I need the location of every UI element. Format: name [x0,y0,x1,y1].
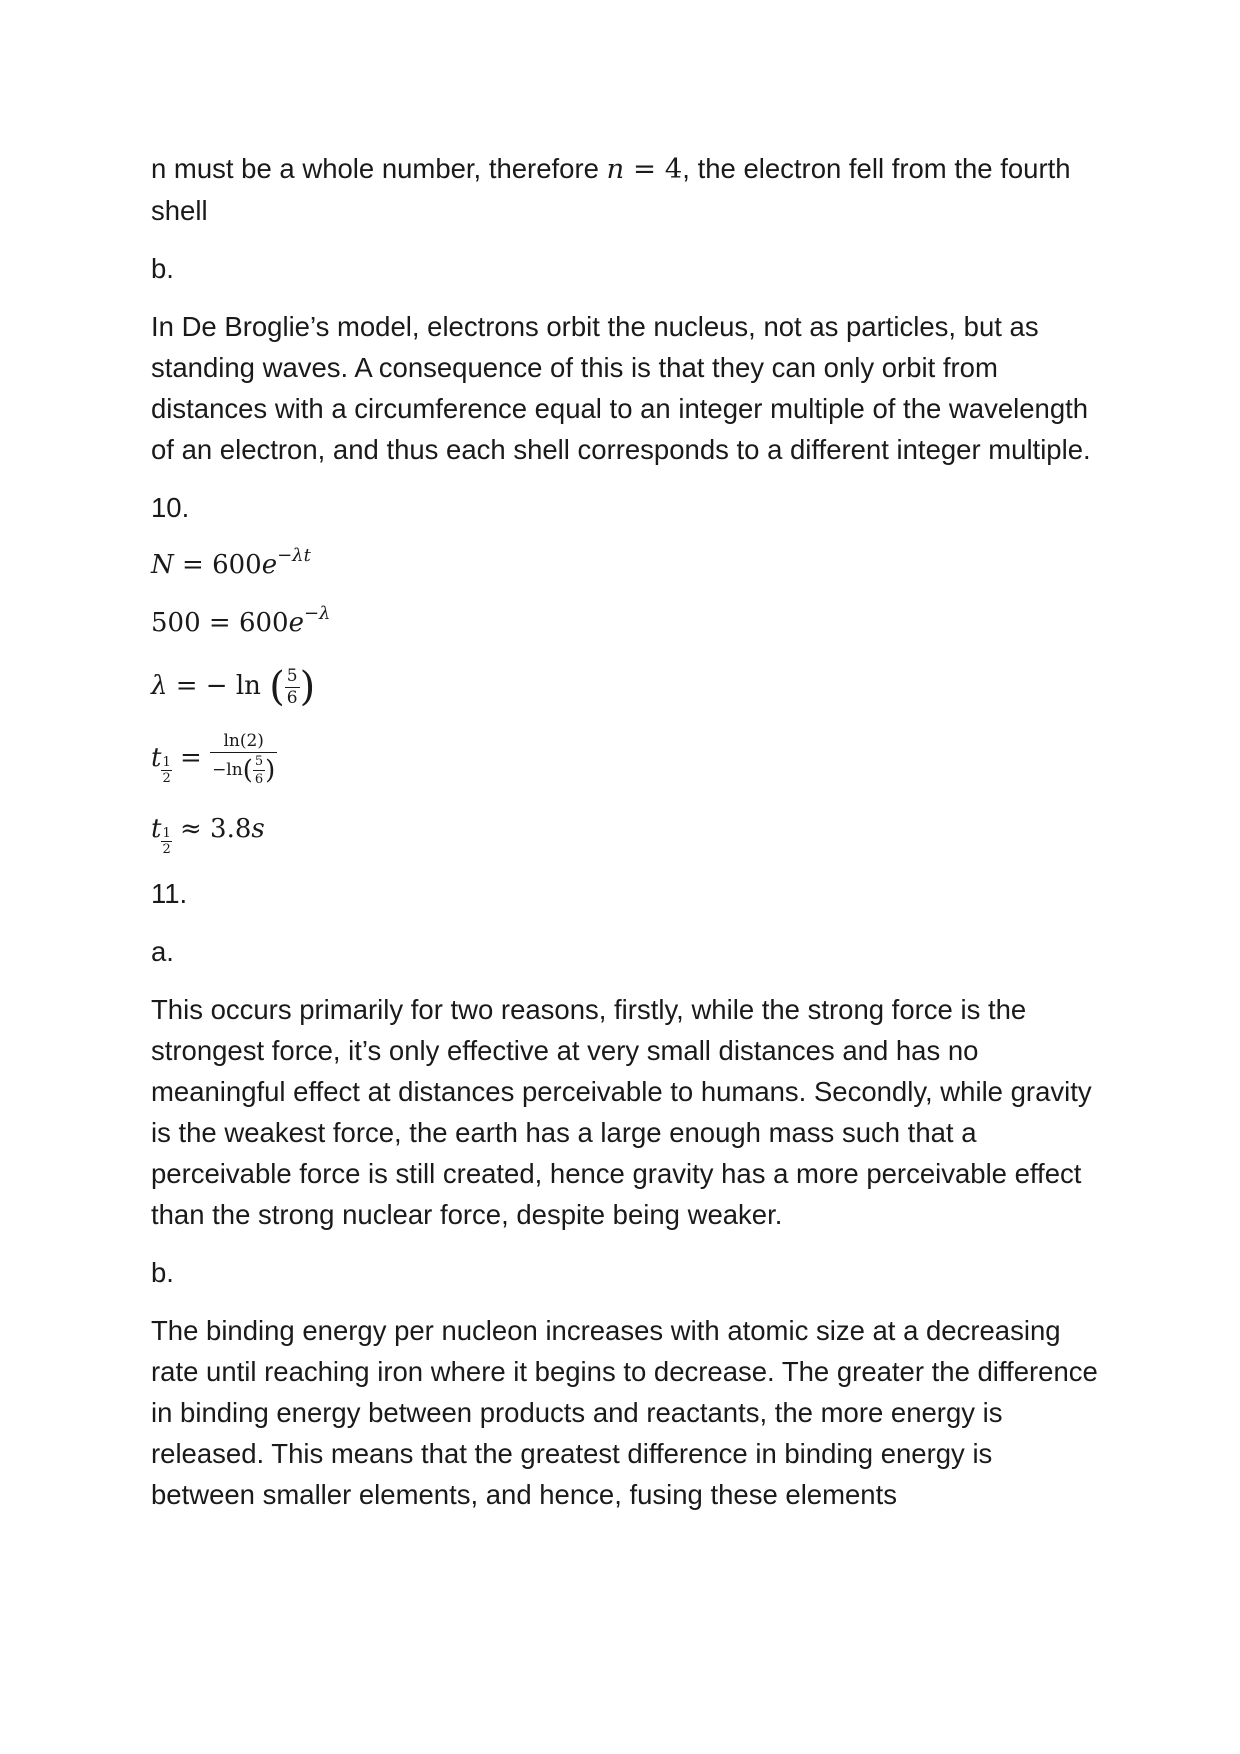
eq3-denominator: 6 [286,687,298,708]
eq5-sub-den: 2 [162,842,171,857]
eq1-exponent: −λt [277,545,311,566]
eq2-e: e [288,608,304,638]
eq4-den-fraction [253,755,265,786]
question-11-label: 11. [151,878,188,909]
eq4-subscript-half [161,756,171,785]
eq3-open-paren: ( [269,664,285,710]
eq1-e: e [261,550,278,580]
eq4-den-den: 6 [254,771,264,787]
eq4-den-open-paren: ( [242,755,253,785]
eq4-fraction [210,730,277,787]
eq5-approx: ≈ 3.8 [171,814,252,844]
equation-half-life-result [151,805,1101,856]
equation-lambda [151,661,1101,711]
eq5-sub-num: 1 [162,826,171,841]
document-content [151,148,1101,1515]
eq1-mid: = 600 [173,550,262,580]
eq2-exponent: −λ [303,603,331,624]
shell-conclusion-pre: n must be a whole number, therefore [151,153,607,184]
eq4-t: t [151,743,162,773]
eq1-lhs: N [151,550,174,580]
eq3-mid: = − ln [167,671,261,701]
eq4-equals: = [171,743,211,773]
eq3-fraction [285,665,300,708]
n-variable: n [606,153,625,185]
question-10-label: 10. [151,492,190,523]
eq5-subscript-half [161,827,171,856]
eq3-lambda: λ [151,671,168,701]
eq4-sub-den: 2 [162,771,171,786]
label-b-first: b. [151,253,174,284]
equation-half-life-formula [151,728,1101,788]
eq4-den-ln: −ln [212,759,243,780]
paragraph-forces: This occurs primarily for two reasons, firstly, while the strong force is the strongest force, it’s only effective at very small distances and has no meaningful effect at distances perceivable to humans. Secondly, while gravity is the weakest force, the earth has a large enough mass such that a perceivable force is still created, hence gravity has a more perceivable effect than the strong nuclear force, despite being weaker. [151,994,1092,1230]
eq5-t: t [151,814,162,844]
eq2-lhs: 500 = 600 [151,608,289,638]
shell-conclusion [151,148,1101,231]
eq3-close-paren: ) [299,664,316,710]
equation-substitution [151,603,1101,644]
eq4-den-num: 5 [254,753,264,769]
eq5-unit: s [251,814,265,844]
n-equals-value: = 4 [624,153,683,185]
eq4-sub-num: 1 [162,755,171,770]
paragraph-binding-energy: The binding energy per nucleon increases with atomic size at a decreasing rate until reaching iron where it begins to decrease. The greater the difference in binding energy between products and reactants, the more energy is released. This means that the greatest difference in binding energy is between smaller elements, and hence, fusing these elements [151,1315,1098,1510]
eq4-den-close-paren: ) [265,755,276,785]
label-b-second: b. [151,1257,174,1288]
shell-conclusion-post: , the electron fell from the fourth shell [151,153,1071,226]
paragraph-de-broglie: In De Broglie’s model, electrons orbit the nucleus, not as particles, but as standing waves. A consequence of this is that they can only orbit from distances with a circumference equal to an integer multiple of the wavelength of an electron, and thus each shell corresponds to a different integer multiple. [151,311,1091,465]
label-a: a. [151,936,174,967]
eq4-numerator: ln(2) [210,733,277,753]
eq4-denominator [210,753,277,786]
equation-decay-law [151,545,1101,586]
eq3-numerator: 5 [286,665,298,686]
